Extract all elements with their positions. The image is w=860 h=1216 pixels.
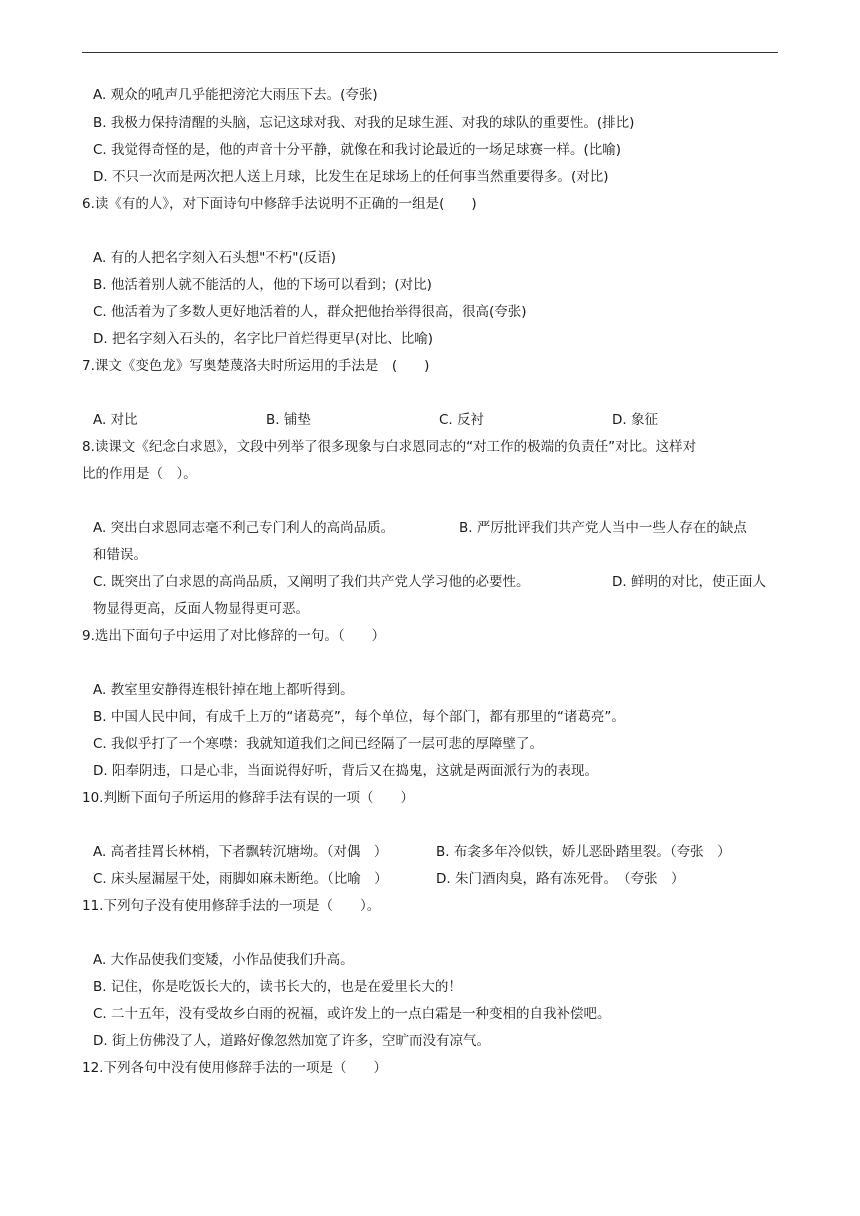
q5-option-c: C. 我觉得奇怪的是，他的声音十分平静，就像在和我讨论最近的一场足球赛一样。(比喻) <box>93 142 622 158</box>
q8-stem-line2: 比的作用是（ ）。 <box>82 466 197 482</box>
q8-option-b: B. 严厉批评我们共产党人当中一些人存在的缺点 <box>459 520 747 536</box>
q11-option-b: B. 记住，你是吃饭长大的，读书长大的，也是在爱里长大的！ <box>93 979 462 995</box>
q8-option-d: D. 鲜明的对比，使正面人 <box>612 574 766 590</box>
q9-option-d: D. 阳奉阴违，口是心非，当面说得好听，背后又在捣鬼，这就是两面派行为的表现。 <box>93 763 598 779</box>
q8-stem-line1: 8.读课文《纪念白求恩》，文段中列举了很多现象与白求恩同志的“对工作的极端的负责任”对比。这样对 <box>82 439 697 455</box>
q8-option-d-cont: 物显得更高，反面人物显得更可恶。 <box>93 601 309 617</box>
q8-option-c: C. 既突出了白求恩的高尚品质，又阐明了我们共产党人学习他的必要性。 <box>93 574 530 590</box>
q11-option-d: D. 街上仿佛没了人，道路好像忽然加宽了许多，空旷而没有凉气。 <box>93 1033 490 1049</box>
q7-option-c: C. 反衬 <box>439 412 485 428</box>
q5-option-b: B. 我极力保持清醒的头脑，忘记这球对我、对我的足球生涯、对我的球队的重要性。(排比) <box>93 115 635 131</box>
q11-stem: 11.下列句子没有使用修辞手法的一项是（ ）。 <box>82 898 381 914</box>
q10-option-c: C. 床头屋漏屋干处，雨脚如麻未断绝。（比喻 ） <box>93 871 388 887</box>
q9-option-c: C. 我似乎打了一个寒噤：我就知道我们之间已经隔了一层可悲的厚障壁了。 <box>93 736 544 752</box>
header-rule <box>82 52 778 53</box>
q9-option-a: A. 教室里安静得连根针掉在地上都听得到。 <box>93 682 354 698</box>
q6-option-a: A. 有的人把名字刻入石头想"不朽"(反语) <box>93 250 337 266</box>
q8-option-a: A. 突出白求恩同志毫不利己专门利人的高尚品质。 <box>93 520 395 536</box>
q12-stem: 12.下列各句中没有使用修辞手法的一项是（ ） <box>82 1060 387 1076</box>
q7-option-a: A. 对比 <box>93 412 138 428</box>
q11-option-c: C. 二十五年，没有受故乡白雨的祝福，或许发上的一点白霜是一种变相的自我补偿吧。 <box>93 1006 611 1022</box>
q6-option-b: B. 他活着别人就不能活的人，他的下场可以看到；(对比) <box>93 277 432 293</box>
q10-stem: 10.判断下面句子所运用的修辞手法有误的一项（ ） <box>82 790 414 806</box>
q10-option-b: B. 布衾多年冷似铁，娇儿恶卧踏里裂。（夸张 ） <box>436 844 731 860</box>
q5-option-d: D. 不只一次而是两次把人送上月球，比发生在足球场上的任何事当然重要得多。(对比) <box>93 169 609 185</box>
q10-option-d: D. 朱门酒肉臭，路有冻死骨。 （夸张 ） <box>436 871 685 887</box>
q8-option-b-cont: 和错误。 <box>93 547 147 563</box>
q6-option-d: D. 把名字刻入石头的，名字比尸首烂得更早(对比、比喻) <box>93 331 434 347</box>
q5-option-a: A. 观众的吼声几乎能把滂沱大雨压下去。(夸张) <box>93 87 378 103</box>
q7-option-b: B. 铺垫 <box>266 412 311 428</box>
q7-option-d: D. 象征 <box>612 412 658 428</box>
q6-stem: 6.读《有的人》，对下面诗句中修辞手法说明不正确的一组是( ) <box>82 196 477 212</box>
q7-stem: 7.课文《变色龙》写奥楚蔑洛夫时所运用的手法是 ( ) <box>82 358 430 374</box>
q9-stem: 9.选出下面句子中运用了对比修辞的一句。（ ） <box>82 628 386 644</box>
q9-option-b: B. 中国人民中间，有成千上万的“诸葛亮”，每个单位，每个部门，都有那里的“诸葛亮”。 <box>93 709 625 725</box>
q10-option-a: A. 高者挂罥长林梢，下者飘转沉塘坳。（对偶 ） <box>93 844 388 860</box>
q11-option-a: A. 大作品使我们变矮，小作品使我们升高。 <box>93 952 354 968</box>
q6-option-c: C. 他活着为了多数人更好地活着的人，群众把他抬举得很高，很高(夸张) <box>93 304 527 320</box>
